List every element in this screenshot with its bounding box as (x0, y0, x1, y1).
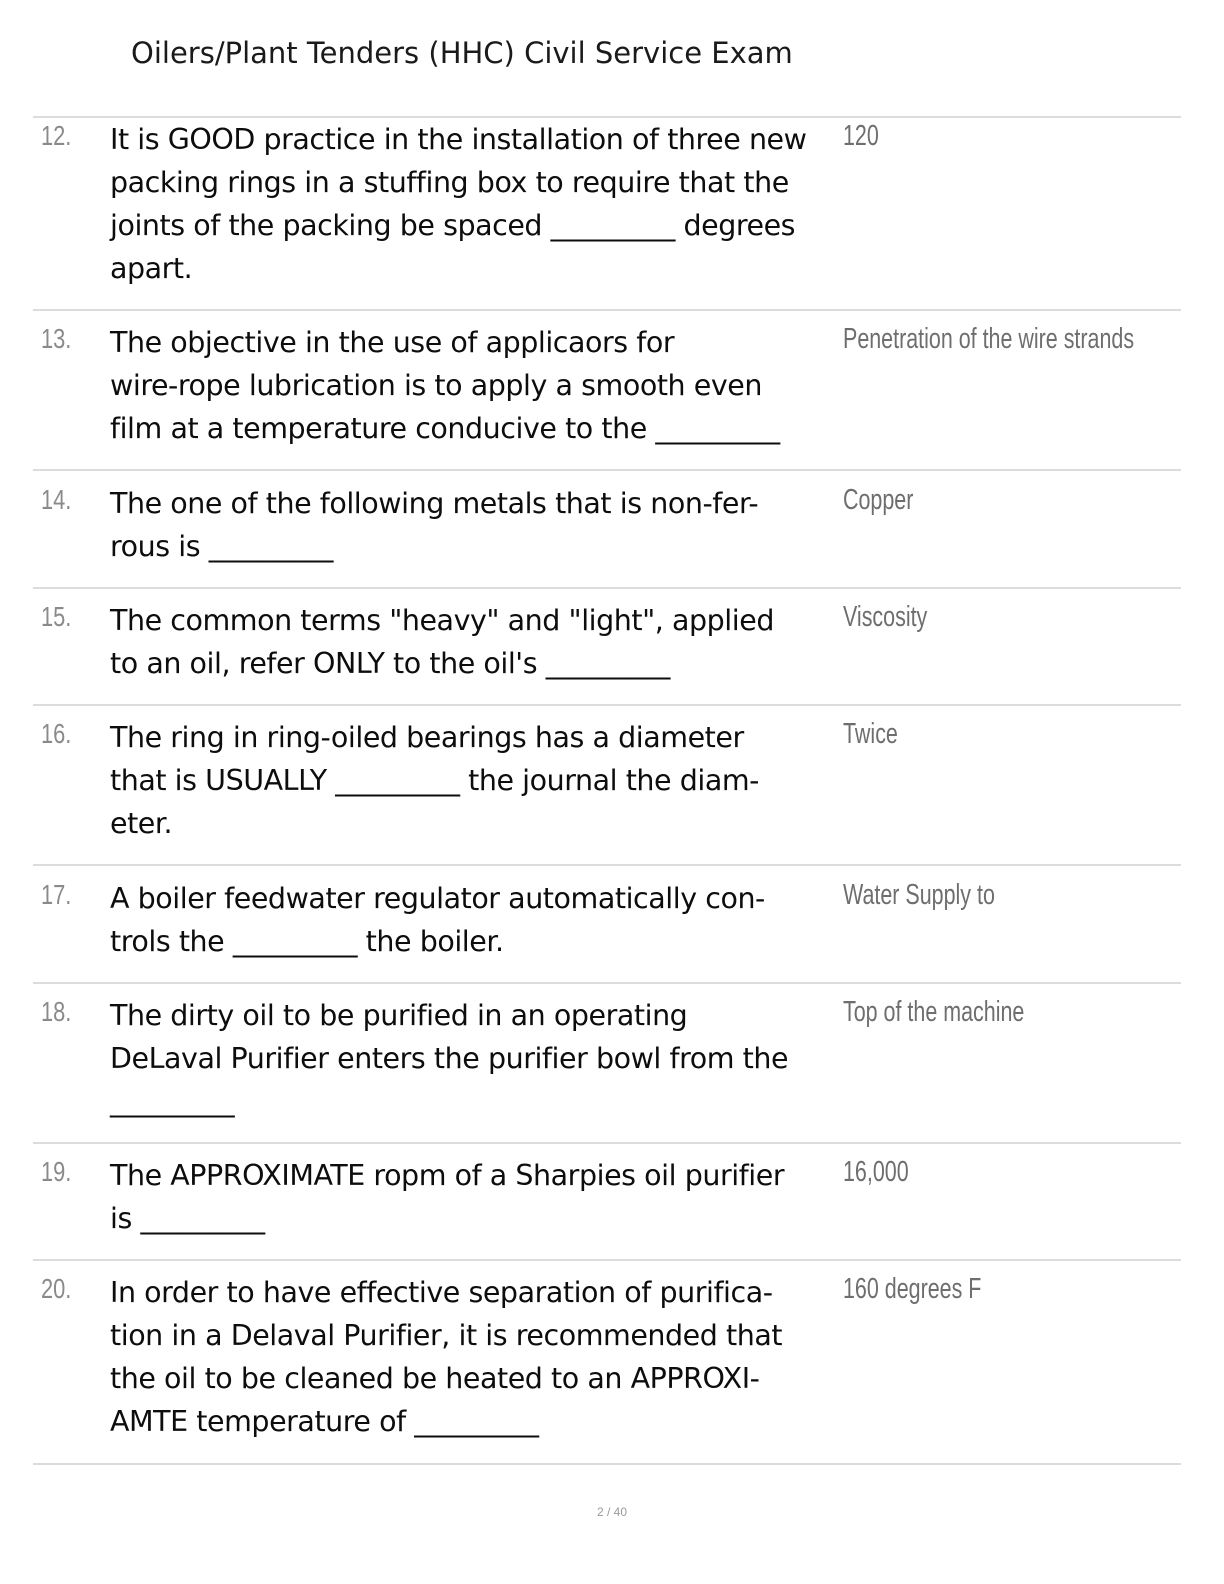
row-divider (33, 864, 1181, 866)
question-line: The APPROXIMATE ropm of a Sharpies oil purifier (110, 1159, 785, 1192)
question-text (110, 482, 840, 568)
question-text (110, 994, 840, 1123)
question-line: rous is _________ (110, 530, 333, 563)
question-line: packing rings in a stuffing box to require that the (110, 166, 789, 199)
question-number: 15. (41, 601, 72, 632)
question-line: In order to have effective separation of purifica- (110, 1276, 773, 1309)
row-divider (33, 587, 1181, 589)
answer-text: Twice (843, 718, 898, 750)
question-line: is _________ (110, 1202, 265, 1235)
question-number: 19. (41, 1156, 72, 1187)
question-text (110, 321, 840, 450)
row-divider (33, 982, 1181, 984)
question-line: that is USUALLY _________ the journal the diam- (110, 764, 759, 797)
question-line: The one of the following metals that is non-fer- (110, 487, 759, 520)
question-line: A boiler feedwater regulator automatically con- (110, 882, 765, 915)
question-line: The objective in the use of applicaors for (110, 326, 675, 359)
question-text (110, 877, 840, 963)
question-line: The ring in ring-oiled bearings has a diameter (110, 721, 744, 754)
answer-text: Penetration of the wire strands (843, 323, 1135, 355)
question-number: 17. (41, 879, 72, 910)
row-divider (33, 309, 1181, 311)
question-text (110, 716, 840, 845)
question-line: film at a temperature conducive to the _________ (110, 412, 780, 445)
question-line: It is GOOD practice in the installation of three new (110, 123, 807, 156)
question-line: the oil to be cleaned be heated to an APPROXI- (110, 1362, 760, 1395)
question-number: 20. (41, 1273, 72, 1304)
answer-text: 16,000 (843, 1156, 909, 1188)
question-line: tion in a Delaval Purifier, it is recommended that (110, 1319, 783, 1352)
question-line: _________ (110, 1085, 235, 1118)
question-line: joints of the packing be spaced _________ degrees (110, 209, 796, 242)
question-text (110, 1271, 840, 1443)
question-line: to an oil, refer ONLY to the oil's _________ (110, 647, 670, 680)
question-text (110, 599, 840, 685)
question-line: apart. (110, 252, 193, 285)
answer-text: Water Supply to (843, 879, 995, 911)
page-title: Oilers/Plant Tenders (HHC) Civil Service Exam (131, 36, 793, 70)
answer-text: Copper (843, 484, 914, 516)
row-divider (33, 1463, 1181, 1465)
question-number: 14. (41, 484, 72, 515)
row-divider (33, 1142, 1181, 1144)
question-line: wire-rope lubrication is to apply a smooth even (110, 369, 762, 402)
question-text (110, 1154, 840, 1240)
answer-text: Viscosity (843, 601, 928, 633)
question-line: AMTE temperature of _________ (110, 1405, 539, 1438)
question-number: 18. (41, 996, 72, 1027)
question-number: 16. (41, 718, 72, 749)
question-line: DeLaval Purifier enters the purifier bowl from the (110, 1042, 789, 1075)
question-line: eter. (110, 807, 173, 840)
row-divider (33, 1259, 1181, 1261)
question-number: 13. (41, 323, 72, 354)
question-number: 12. (41, 120, 72, 151)
question-text (110, 118, 840, 290)
row-divider (33, 704, 1181, 706)
answer-text: Top of the machine (843, 996, 1025, 1028)
row-divider (33, 469, 1181, 471)
answer-text: 120 (843, 120, 879, 152)
question-line: The common terms "heavy" and "light", applied (110, 604, 774, 637)
question-line: trols the _________ the boiler. (110, 925, 504, 958)
answer-text: 160 degrees F (843, 1273, 982, 1305)
page-number: 2 / 40 (596, 1505, 628, 1519)
question-line: The dirty oil to be purified in an operating (110, 999, 688, 1032)
